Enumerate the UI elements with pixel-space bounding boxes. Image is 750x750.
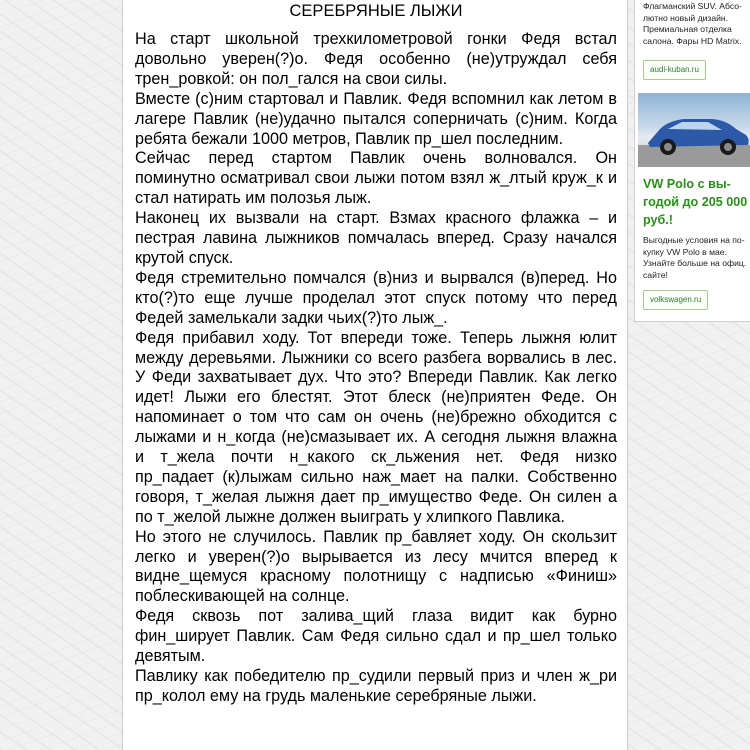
article-paragraph: Павлику как победителю пр_судили первый приз и член ж_ри пр_колол ему на грудь маленькие серебряные лыжи. — [135, 667, 617, 705]
article-paragraph: Федя стремительно помчался (в)низ и вырвался (в)перед. Но кто(?)то еще лучше проделал этот спуск потому что перед Федей замелькали задки чьих(?)то лыж_. — [135, 268, 617, 327]
article-paragraph: Наконец их вызвали на старт. Взмах красного флажка – и пестрая лавина лыжников помчалась вперед. Сразу начался крутой спуск. — [135, 209, 617, 267]
car-ad-image[interactable] — [638, 93, 750, 167]
audi-ad-link-button[interactable]: audi-kuban.ru — [643, 60, 706, 80]
advertisement-sidebar[interactable] — [634, 0, 750, 322]
car-illustration-icon — [638, 93, 750, 167]
article-title: СЕРЕБРЯНЫЕ ЛЫЖИ — [289, 2, 463, 20]
audi-ad-text[interactable]: Флагманский SUV. Абсо-лютно новый дизайн. Премиальная отделка салона. Фары HD Matrix. — [643, 1, 742, 46]
vw-ad-headline[interactable]: VW Polo с вы-годой до 205 000 руб.! — [643, 177, 748, 227]
article-paragraph: Федя сквозь пот залива_щий глаза видит как бурно фин_ширует Павлик. Сам Федя сильно сдал и пр_шел только девятым. — [135, 607, 617, 666]
vw-ad-link-button[interactable]: volkswagen.ru — [643, 290, 708, 310]
article-column — [122, 0, 628, 750]
article-paragraph: Вместе (с)ним стартовал и Павлик. Федя вспомнил как летом в лагере Павлик (не)удачно пытался соперничать (с)ним. Когда ребята бежали 1000 метров, Павлик пр_шел последним. — [135, 89, 617, 148]
article-body — [135, 30, 617, 707]
article-paragraph: На старт школьной трехкилометровой гонки Федя встал довольно уверен(?)о. Федя особенно (не)утруждал себя трен_ровкой: он пол_гался на свои силы. — [135, 30, 617, 88]
article-paragraph: Сейчас перед стартом Павлик очень волновался. Он поминутно осматривал свои лыжи потом взял ж_лтый круж_к и стал натирать им полозья лыж. — [135, 149, 617, 208]
article-paragraph: Но этого не случилось. Павлик пр_бавляет ходу. Он скользит легко и уверен(?)о вырывается из лесу мчится вперед к видне_щемуся красному полотнищу с надписью «Финиш» поблескивающей на солнце. — [135, 527, 617, 606]
article-paragraph: Федя прибавил ходу. Тот впереди тоже. Теперь лыжня юлит между деревьями. Лыжники со всего разбега ворвались в лес. У Феди захватывает дух. Что это? Впереди Павлик. Как легко идет! Лыжи его блестят. Этот блеск (не)приятен Феде. Он напоминает о том что сам он очень (не)брежно обходится с лыжами и н_когда (не)смазывает их. А сегодня лыжня влажна и т_жела почти н_какого ск_льжения нет. Федя низко пр_падает (к)лыжам сильно наж_мает на палки. Собственно говоря, т_желая лыжня дает пр_имущество Феде. Он силен а по т_желой лыжне должен выиграть у хлипкого Павлика. — [135, 328, 617, 526]
vw-ad-text[interactable]: Выгодные условия на по-купку VW Polo в мае. Узнайте больше на офиц. сайте! — [643, 235, 747, 280]
